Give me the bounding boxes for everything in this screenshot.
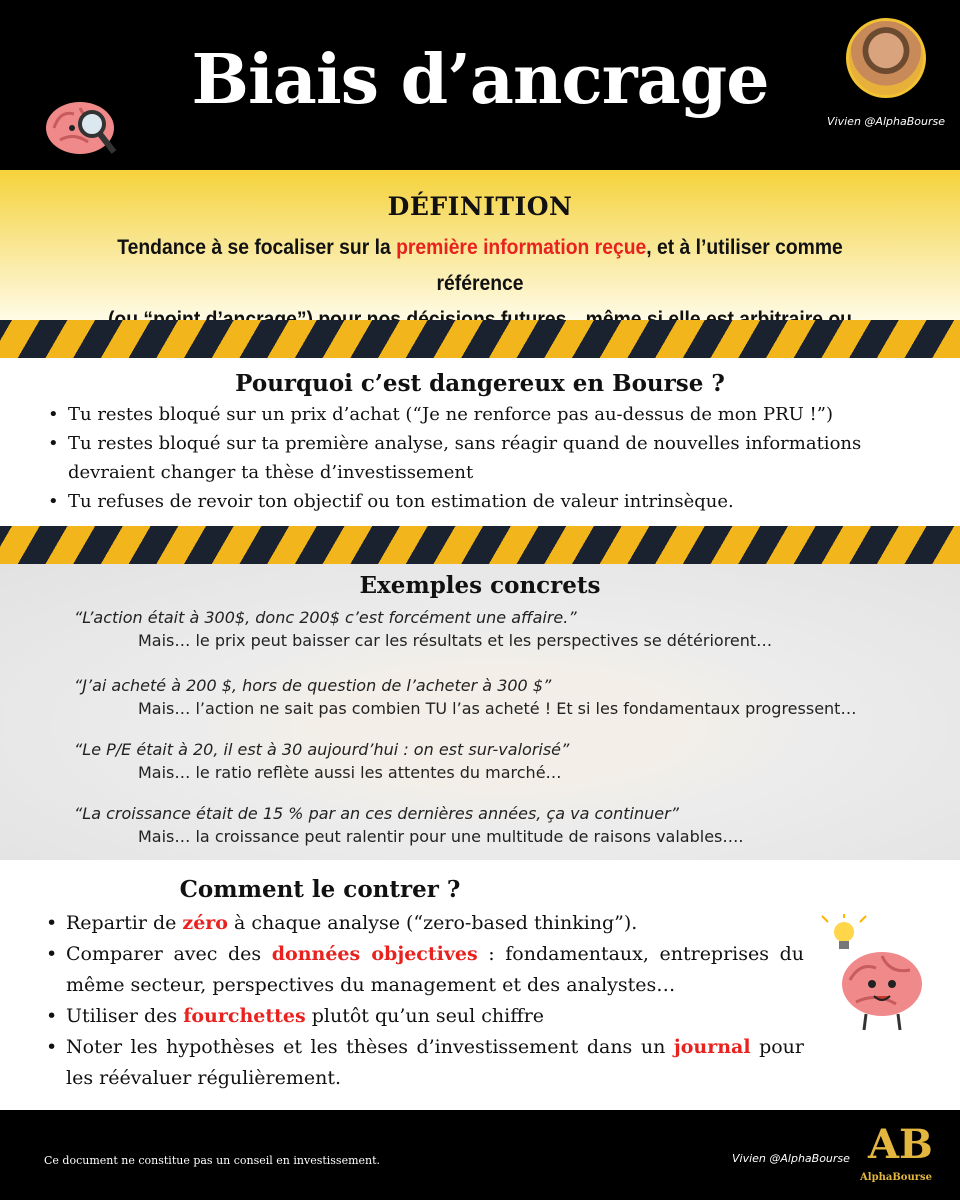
definition-highlight: première information reçue	[396, 236, 647, 259]
example-quote: “La croissance était de 15 % par an ces dernières années, ça va continuer”	[74, 804, 679, 823]
highlight: zéro	[182, 912, 228, 934]
header	[0, 0, 960, 170]
danger-title: Pourquoi c’est dangereux en Bourse ?	[235, 370, 725, 397]
highlight: journal	[673, 1036, 751, 1058]
highlight: fourchettes	[183, 1005, 306, 1027]
definition-line1-post: , et à l’utiliser comme référence	[436, 236, 843, 295]
examples-title: Exemples concrets	[359, 572, 601, 599]
example-quote: “J’ai acheté à 200 $, hors de question de l’acheter à 300 $”	[74, 676, 552, 695]
example-item	[74, 676, 944, 718]
list-item	[44, 1032, 804, 1094]
list-item	[44, 908, 804, 939]
example-quote: “L’action était à 300$, donc 200$ c’est forcément une affaire.”	[74, 608, 577, 627]
definition-line1-pre: Tendance à se focaliser sur la	[117, 236, 397, 259]
counter-list	[44, 908, 804, 1094]
footer-author-handle: Vivien @AlphaBourse	[732, 1152, 850, 1165]
hazard-stripes-top	[0, 320, 960, 358]
examples-section	[0, 564, 960, 860]
brain-lightbulb-icon	[820, 914, 930, 1034]
counter-title: Comment le contrer ?	[179, 876, 461, 903]
disclaimer: Ce document ne constitue pas un conseil en investissement.	[44, 1154, 381, 1167]
definition-heading: DÉFINITION	[387, 192, 573, 221]
example-answer: Mais… le prix peut baisser car les résultats et les perspectives se détériorent…	[138, 631, 773, 650]
text: plutôt qu’un seul chiffre	[305, 1005, 545, 1027]
list-item: • Tu restes bloqué sur ta première analyse, sans réagir quand de nouvelles informations devraient changer ta thèse d’investissement	[46, 429, 926, 487]
highlight: données objectives	[271, 943, 478, 965]
example-answer: Mais… la croissance peut ralentir pour une multitude de raisons valables….	[138, 827, 744, 846]
text: Noter les hypothèses et les thèses d’investissement dans un	[66, 1036, 674, 1058]
example-item	[74, 608, 944, 650]
alphabourse-logo: AB	[868, 1121, 933, 1168]
example-item	[74, 804, 944, 846]
danger-section	[0, 358, 960, 526]
example-quote: “Le P/E était à 20, il est à 30 aujourd’hui : on est sur-valorisé”	[74, 740, 570, 759]
example-item	[74, 740, 944, 782]
text: Utiliser des	[66, 1005, 184, 1027]
counter-section	[0, 860, 960, 1110]
list-item	[44, 1001, 804, 1032]
footer	[0, 1110, 960, 1200]
author-handle: Vivien @AlphaBourse	[827, 115, 945, 128]
example-answer: Mais… le ratio reflète aussi les attentes du marché…	[138, 763, 562, 782]
definition-section	[0, 170, 960, 320]
text: Comparer avec des	[66, 943, 272, 965]
danger-list	[46, 400, 926, 516]
list-item: • Tu restes bloqué sur un prix d’achat (“Je ne renforce pas au-dessus de mon PRU !”)	[46, 400, 926, 429]
text: pour les réévaluer régulièrement.	[66, 1036, 805, 1089]
avatar	[846, 18, 926, 98]
text: Repartir de	[66, 912, 183, 934]
text: : fondamentaux, entreprises du même secteur, perspectives du management et des analystes…	[66, 943, 804, 996]
list-item	[44, 939, 804, 1001]
alphabourse-logo-name: AlphaBourse	[860, 1172, 932, 1183]
hazard-stripes-bottom	[0, 526, 960, 564]
page-title: Biais d’ancrage	[191, 40, 769, 120]
list-item: • Tu refuses de revoir ton objectif ou ton estimation de valeur intrinsèque.	[46, 487, 926, 516]
example-answer: Mais… l’action ne sait pas combien TU l’as acheté ! Et si les fondamentaux progressent…	[138, 699, 857, 718]
text: à chaque analyse (“zero-based thinking”).	[227, 912, 638, 934]
